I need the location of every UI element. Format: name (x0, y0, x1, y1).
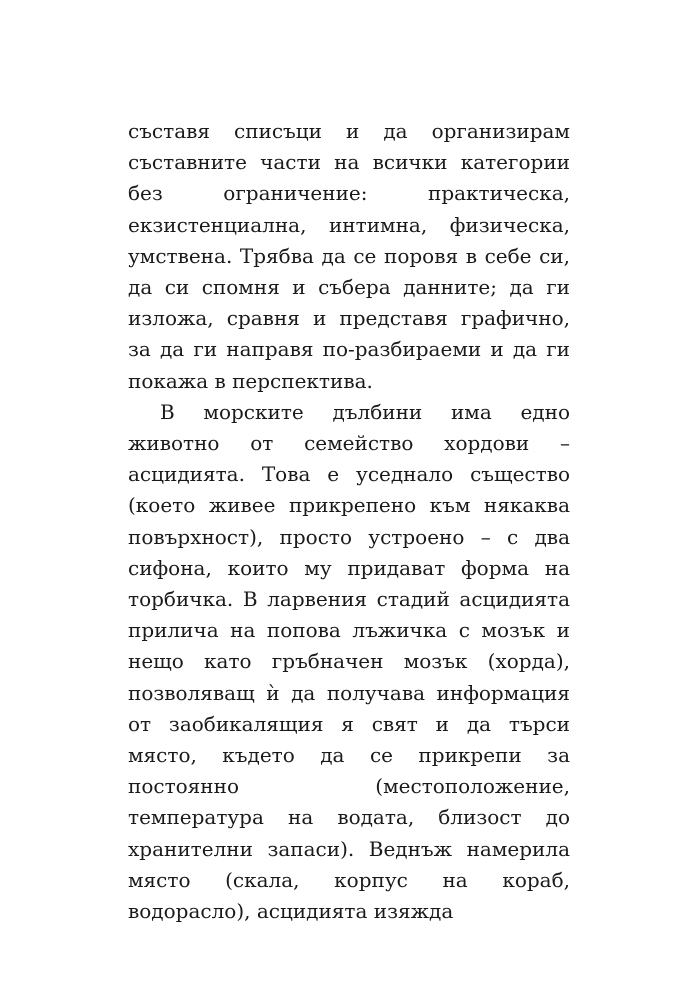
paragraph-ascidian: В морските дълбини има едно животно от семейство хордови – асцидията. Това е уседнало същество (което живее прикрепено към някаква повърхност), просто устроено – с два сифона, които му придават форма на торбичка. В ларвения стадий асцидията прилича на попова лъжичка с мозък и нещо като гръбначен мозък (хорда), позволяващ ѝ да получава информация от заобикалящия я свят и да търси място, където да се прикрепи за постоянно (местоположение, температура на водата, близост до хранителни запаси). Веднъж намерила място (скала, корпус на кораб, водорасло), асцидията изяжда (128, 399, 570, 924)
body-text (128, 116, 570, 927)
paragraph-continued: съставя списъци и да организирам съставните части на всички категории без ограничение: практическа, екзистенциална, интимна, физическа, умствена. Трябва да се поровя в себе си, да си спомня и събера данните; да ги изложа, сравня и представя графично, за да ги направя по-разбираеми и да ги покажа в перспектива. (128, 119, 570, 393)
